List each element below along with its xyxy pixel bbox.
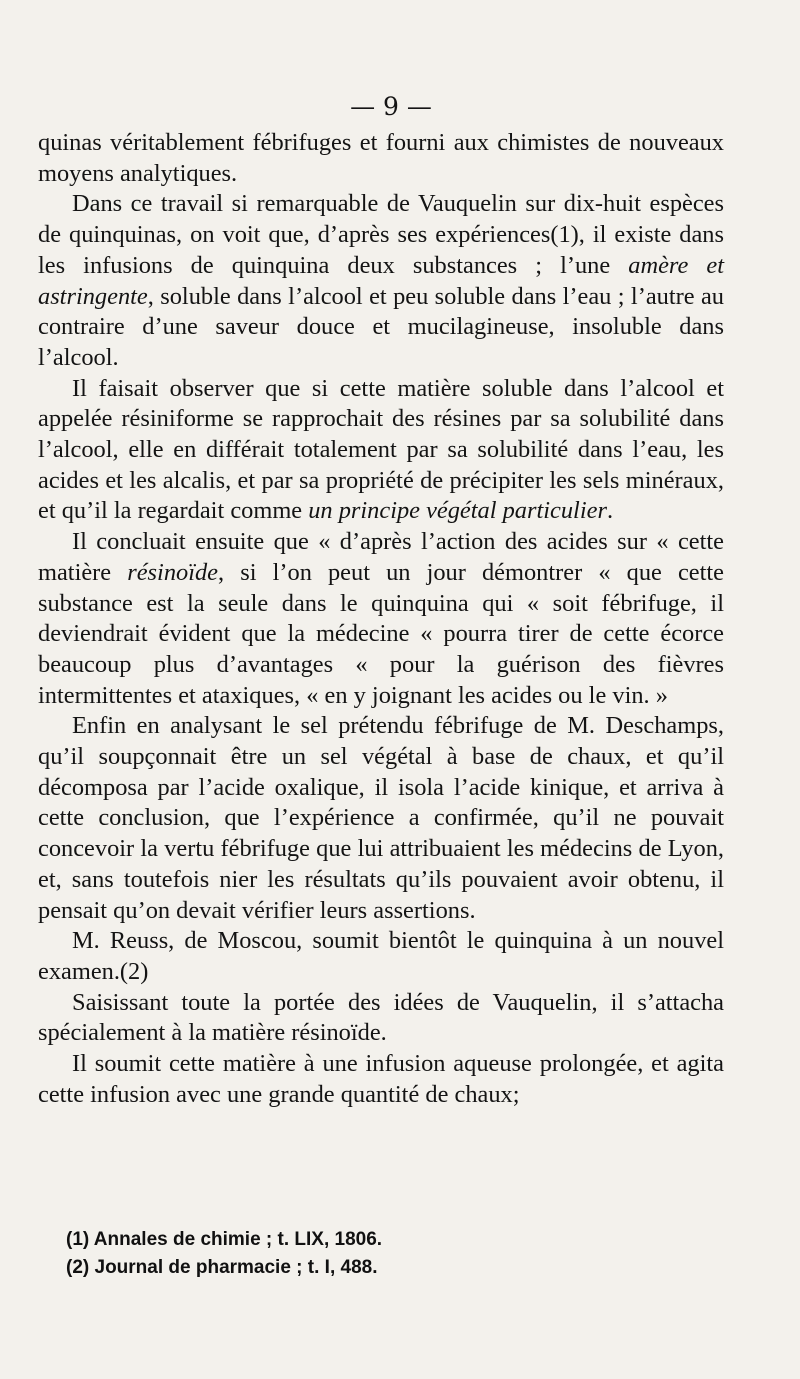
paragraph (38, 374, 724, 528)
paragraph (38, 1049, 724, 1110)
text-run: M. Reuss, de Moscou, soumit bientôt le quinquina à un nouvel examen.(2) (38, 927, 724, 985)
text-run: , soluble dans l’alcool et peu soluble dans l’eau ; l’autre au contraire d’une saveur douce et mucilagineuse, insoluble dans l’alcool. (38, 282, 724, 371)
italic-text: résinoïde (127, 558, 219, 586)
body-text (38, 128, 724, 1111)
text-run: Enfin en analysant le sel prétendu fébrifuge de M. Deschamps, qu’il soupçonnait être un sel végétal à base de chaux, et qu’il décomposa par l’acide oxalique, il isola l’acide kinique, et arriva à cette conclusion, que l’expérience a confirmée, qu’il ne pouvait concevoir la vertu fébrifuge que lui attribuaient les médecins de Lyon, et, sans toutefois nier les résultats qu’ils pouvaient avoir obtenu, il pensait qu’on devait vérifier leurs assertions. (38, 712, 724, 924)
text-run: Saisissant toute la portée des idées de Vauquelin, il s’attacha spécialement à la matière résinoïde. (38, 988, 724, 1047)
italic-text: amère et astringente (38, 251, 724, 310)
text-run: , si l’on peut un jour démontrer « que cette substance est la seule dans le quinquina qui « soit fébrifuge, il deviendrait évident que la médecine « pourra tirer de cette écorce beaucoup plus d’avantages « pour la guérison des fièvres intermittentes et ataxiques, « en y joignant les acides ou le vin. » (38, 558, 724, 709)
paragraph (38, 128, 724, 189)
paragraph (38, 189, 724, 373)
text-run: Il soumit cette matière à une infusion aqueuse prolongée, et agita cette infusion avec une grande quantité de chaux; (38, 1050, 724, 1108)
paragraph (38, 988, 724, 1049)
paragraph (38, 926, 724, 987)
text-run: Il faisait observer que si cette matière soluble dans l’alcool et appelée résiniforme se rapprochait des résines par sa solubilité dans l’alcool, elle en différait totalement par sa solubilité dans l’eau, les acides et les alcalis, et par sa propriété de précipiter les sels minéraux, et qu’il la regardait comme (38, 374, 724, 525)
text-run: Dans ce travail si remarquable de Vauquelin sur dix-huit espèces de quinquinas, on voit que, d’après ses expériences(1), il existe dans les infusions de quinquina deux substances ; l’une (38, 190, 724, 279)
text-run: quinas véritablement fébrifuges et fourni aux chimistes de nouveaux moyens analytiques. (38, 129, 724, 187)
text-run: . (606, 497, 614, 525)
footnote: (1) Annales de chimie ; t. LIX, 1806. (66, 1229, 383, 1250)
paragraph (38, 527, 724, 711)
paragraph (38, 711, 724, 926)
italic-text: un principe végétal particulier (308, 497, 607, 525)
page-number: — 9 — (350, 92, 432, 121)
footnotes (66, 1226, 382, 1282)
footnote: (2) Journal de pharmacie ; t. I, 488. (66, 1257, 378, 1278)
text-run: Il concluait ensuite que « d’après l’action des acides sur « cette matière (38, 528, 724, 586)
